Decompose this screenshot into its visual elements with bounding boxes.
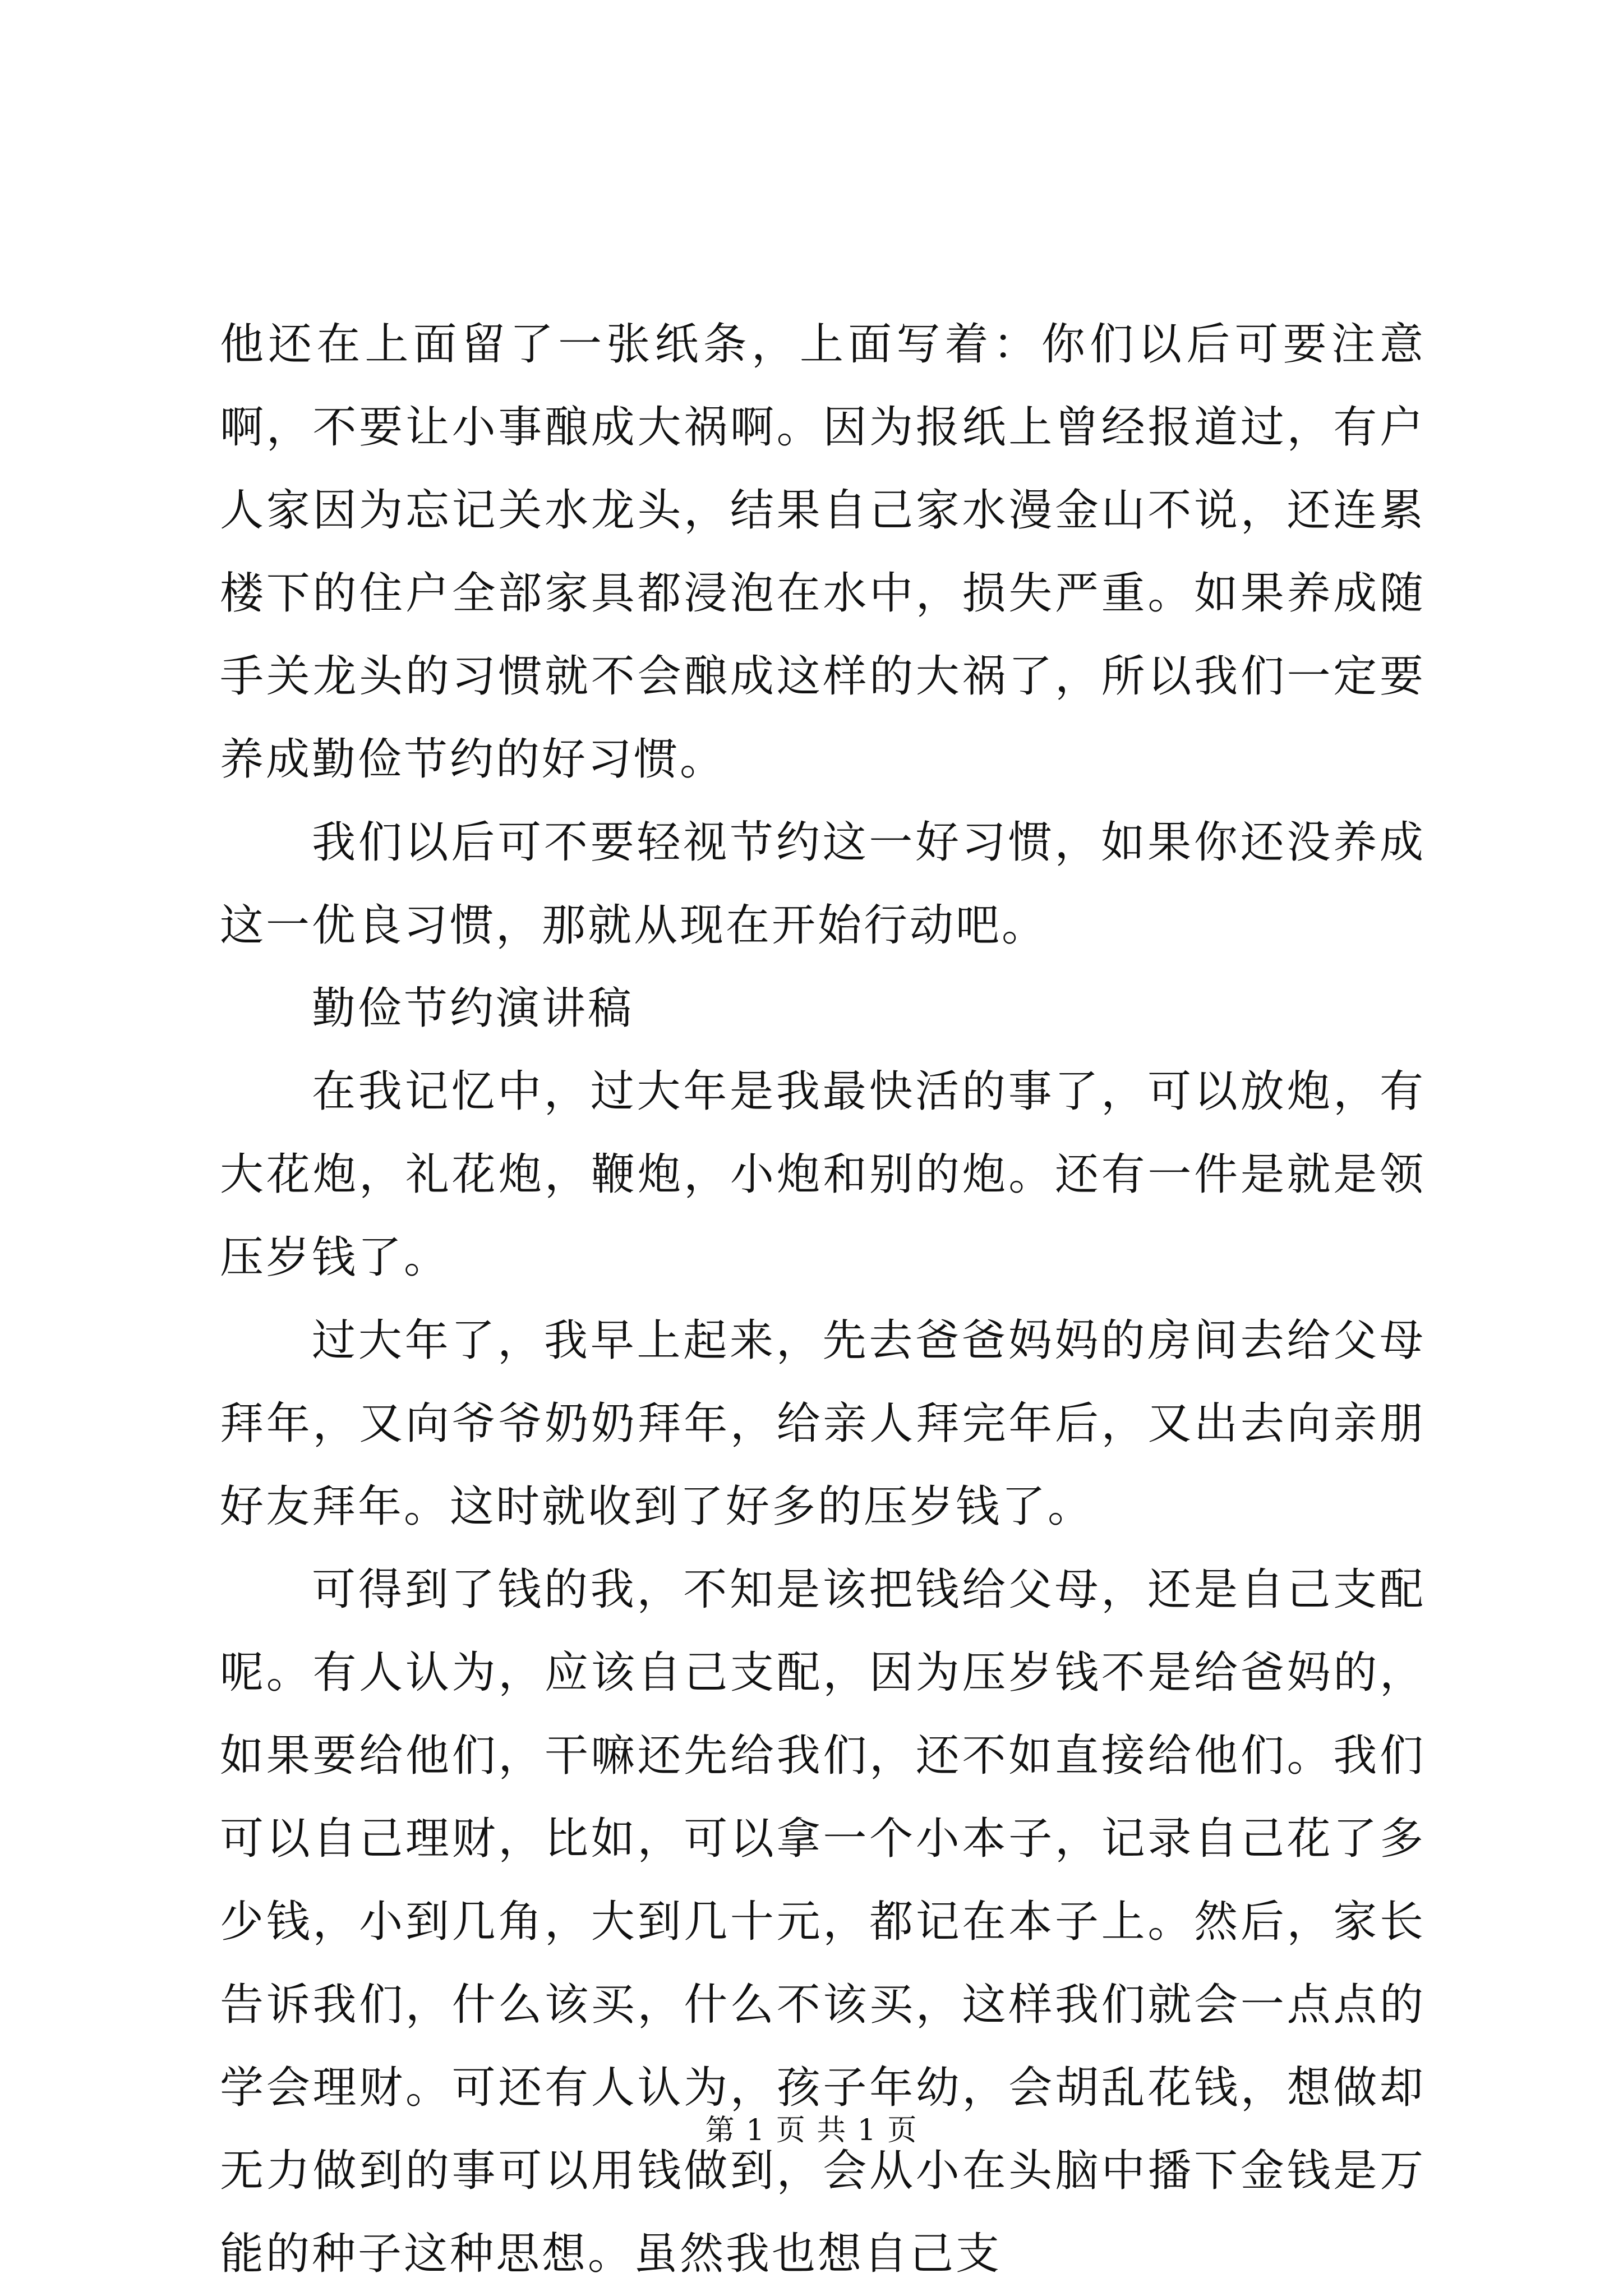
paragraph-1: 他还在上面留了一张纸条，上面写着：你们以后可要注意啊，不要让小事酿成大祸啊。因为报纸上曾经报道过，有户人家因为忘记关水龙头，结果自己家水漫金山不说，还连累楼下的住户全部家具都浸泡在水中，损失严重。如果养成随手关龙头的习惯就不会酿成这样的大祸了，所以我们一定要养成勤俭节约的好习惯。 [220,319,1426,785]
page-footer [0,2114,1623,2147]
paragraph-3: 在我记忆中，过大年是我最快活的事了，可以放炮，有大花炮，礼花炮，鞭炮，小炮和别的炮。还有一件是就是领压岁钱了。 [220,1066,1426,1283]
paragraph-4: 过大年了，我早上起来，先去爸爸妈妈的房间去给父母拜年，又向爷爷奶奶拜年，给亲人拜完年后，又出去向亲朋好友拜年。这时就收到了好多的压岁钱了。 [220,1315,1426,1532]
document-body [220,303,1426,2295]
page-number-label: 第 1 页 共 1 页 [705,2114,918,2147]
section-title: 勤俭节约演讲稿 [312,983,634,1034]
paragraph-2: 我们以后可不要轻视节约这一好习惯，如果你还没养成这一优良习惯，那就从现在开始行动吧。 [220,817,1426,951]
paragraph-5: 可得到了钱的我，不知是该把钱给父母，还是自己支配呢。有人认为，应该自己支配，因为压岁钱不是给爸妈的，如果要给他们，干嘛还先给我们，还不如直接给他们。我们可以自己理财，比如，可以拿一个小本子，记录自己花了多少钱，小到几角，大到几十元，都记在本子上。然后，家长告诉我们，什么该买，什么不该买，这样我们就会一点点的学会理财。可还有人认为，孩子年幼，会胡乱花钱，想做却无力做到的事可以用钱做到，会从小在头脑中播下金钱是万能的种子这种思想。虽然我也想自己支 [220,1565,1426,2279]
